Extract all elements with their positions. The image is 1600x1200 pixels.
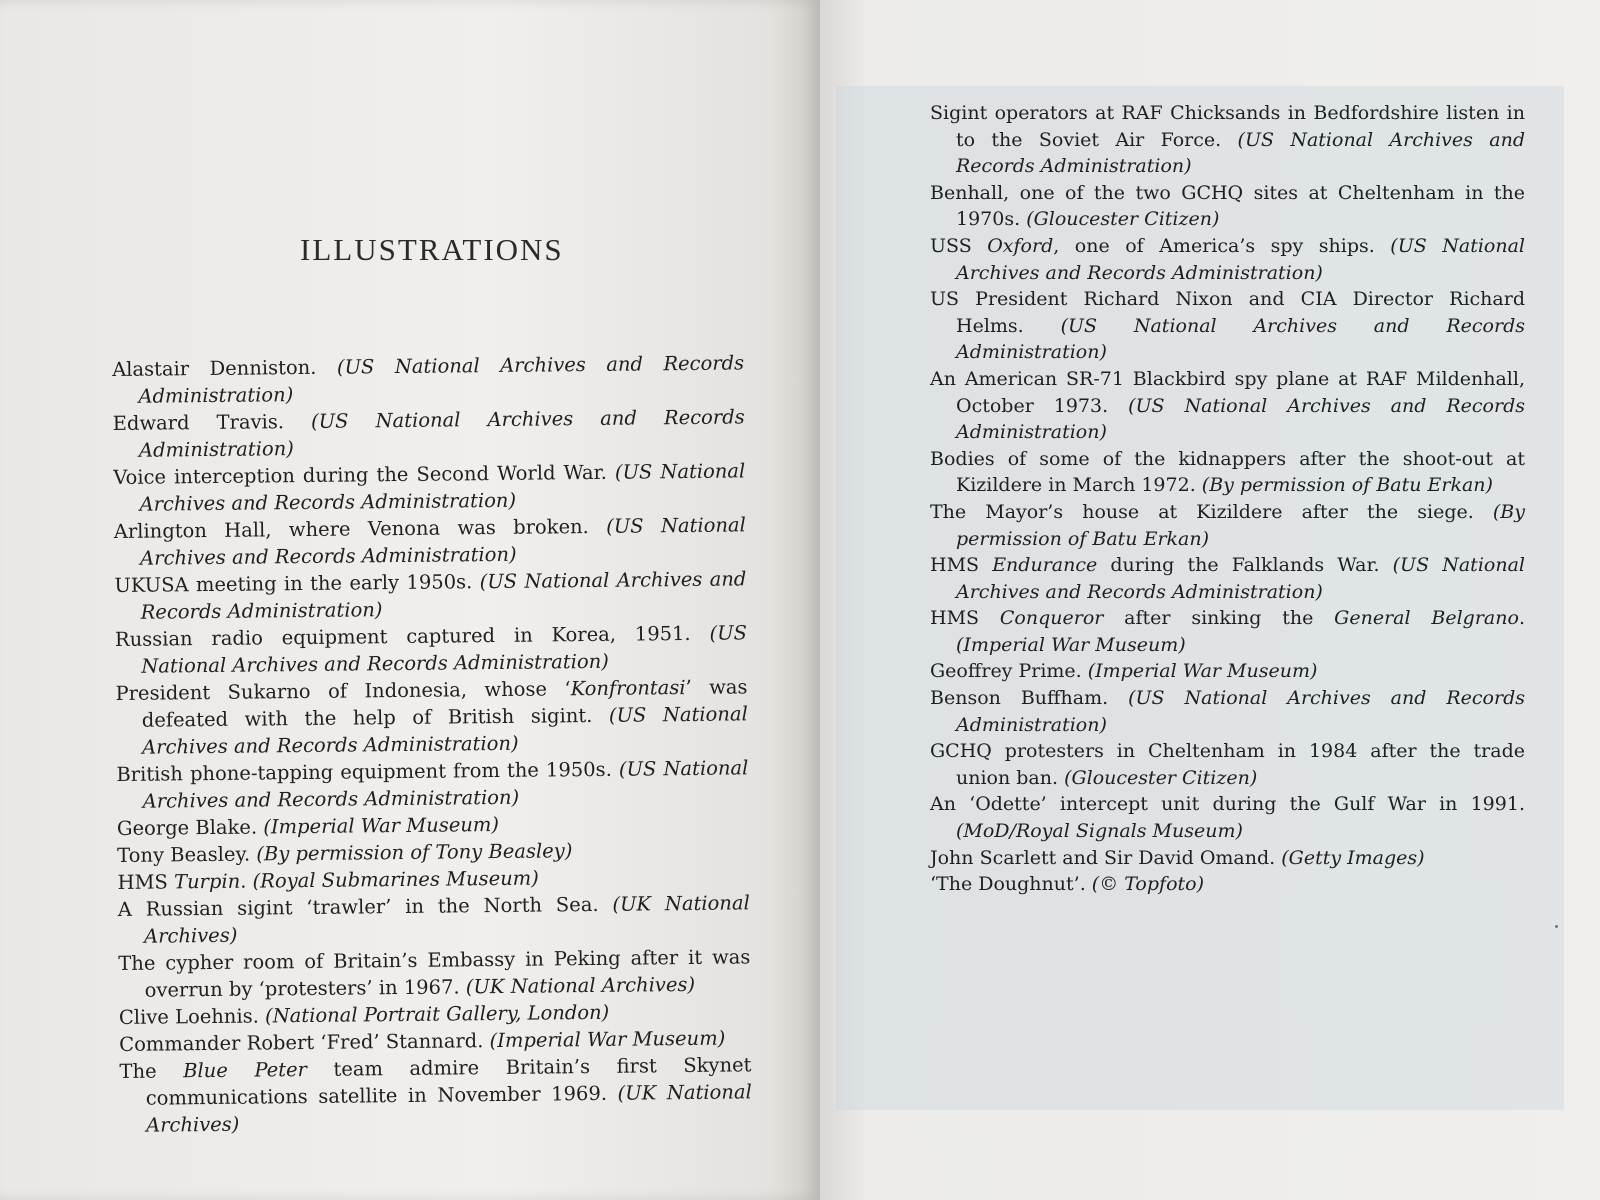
credit-text: (By permission of Batu Erkan) bbox=[956, 500, 1525, 550]
caption-text: Geoffrey Prime. bbox=[930, 660, 1088, 683]
caption-text: Benson Buffham. bbox=[930, 687, 1129, 710]
caption-text: US President Richard Nixon and CIA Director Richard Helms. bbox=[930, 288, 1525, 337]
credit-text: (Gloucester Citizen) bbox=[1064, 766, 1258, 789]
list-item bbox=[114, 511, 747, 572]
credit-text: (US National Archives and Records Administration) bbox=[956, 554, 1525, 603]
list-item bbox=[930, 499, 1525, 552]
caption-text: A Russian sigint ‘trawler’ in the North Sea. bbox=[117, 892, 613, 921]
caption-text: ‘The Doughnut’. bbox=[930, 873, 1092, 896]
credit-text: (US National Archives and Records Administration) bbox=[956, 687, 1525, 736]
caption-text: HMS bbox=[930, 607, 1000, 630]
illustrations-list-left bbox=[112, 349, 752, 1139]
credit-text: (US National Archives and Records Administration) bbox=[138, 351, 745, 408]
list-item bbox=[930, 871, 1525, 898]
credit-text: (Imperial War Museum) bbox=[1087, 660, 1318, 683]
caption-text: Edward Travis. bbox=[112, 409, 312, 435]
caption-text: Voice interception during the Second World War. bbox=[113, 460, 616, 489]
list-item bbox=[113, 403, 746, 464]
caption-text: The bbox=[119, 1059, 184, 1083]
caption-text: The cypher room of Britain’s Embassy in Peking after it was overrun by ‘protesters’ in 1967. bbox=[118, 945, 751, 1002]
credit-text: (UK National Archives) bbox=[145, 1080, 752, 1137]
list-item bbox=[113, 457, 746, 518]
credit-text: (US National Archives and Records Administration) bbox=[956, 314, 1525, 364]
list-item bbox=[930, 366, 1525, 446]
italic-title: Oxford bbox=[987, 234, 1054, 257]
italic-title: Konfrontasi bbox=[570, 676, 686, 701]
list-item bbox=[930, 605, 1525, 658]
list-item bbox=[930, 738, 1525, 791]
speck bbox=[1555, 925, 1558, 928]
caption-text: George Blake. bbox=[116, 815, 264, 840]
credit-text: (National Portrait Gallery, London) bbox=[264, 1000, 610, 1028]
caption-text: USS bbox=[930, 234, 988, 257]
list-item bbox=[930, 446, 1525, 499]
credit-text: (US National Archives and Records Administration) bbox=[142, 756, 749, 813]
caption-text: Commander Robert ‘Fred’ Stannard. bbox=[119, 1029, 490, 1056]
credit-text: (US National Archives and Records Administration) bbox=[141, 702, 748, 759]
list-item bbox=[930, 552, 1525, 605]
credit-text: (By permission of Tony Beasley) bbox=[256, 839, 573, 866]
caption-text: HMS bbox=[117, 870, 175, 894]
illustrations-list-right bbox=[930, 100, 1525, 898]
list-item bbox=[930, 685, 1525, 738]
caption-text: Benhall, one of the two GCHQ sites at Cheltenham in the 1970s. bbox=[930, 181, 1525, 231]
italic-title: Conqueror bbox=[999, 607, 1104, 630]
credit-text: (UK National Archives) bbox=[465, 972, 696, 999]
caption-text: , one of America’s spy ships. bbox=[1053, 234, 1391, 257]
credit-text: (US National Archives and Records Administration) bbox=[956, 394, 1525, 444]
italic-title: Turpin bbox=[173, 869, 241, 894]
credit-text: (US National Archives and Records Administration) bbox=[138, 405, 745, 462]
credit-text: (US National Archives and Records Administration) bbox=[141, 621, 748, 678]
list-item bbox=[118, 943, 751, 1004]
caption-text: An American SR-71 Blackbird spy plane at RAF Mildenhall, October 1973. bbox=[930, 367, 1525, 417]
credit-text: (US National Archives and Records Administration) bbox=[139, 459, 746, 516]
page-title: ILLUSTRATIONS bbox=[300, 232, 564, 267]
list-item bbox=[930, 233, 1525, 286]
list-item bbox=[930, 100, 1525, 180]
caption-text: Sigint operators at RAF Chicksands in Bedfordshire listen in to the Soviet Air Force. bbox=[930, 102, 1525, 151]
caption-text: An ‘Odette’ intercept unit during the Gulf War in 1991. bbox=[930, 793, 1525, 816]
credit-text: (US National Archives and Records Administration) bbox=[956, 128, 1525, 178]
caption-text: GCHQ protesters in Cheltenham in 1984 after the trade union ban. bbox=[930, 740, 1525, 789]
list-item bbox=[115, 619, 748, 680]
caption-text: President Sukarno of Indonesia, whose ‘ bbox=[115, 677, 571, 705]
caption-text: after sinking the bbox=[1103, 607, 1335, 630]
italic-title: General Belgrano bbox=[1334, 607, 1519, 630]
list-item bbox=[930, 845, 1525, 872]
caption-text: Russian radio equipment captured in Korea, 1951. bbox=[114, 621, 710, 651]
caption-text: team admire Britain’s first Skynet communications satellite in November 1969. bbox=[145, 1053, 752, 1110]
list-item bbox=[930, 180, 1525, 233]
credit-text: (MoD/Royal Signals Museum) bbox=[956, 820, 1243, 843]
credit-text: (US National Archives and Records Administration) bbox=[956, 234, 1525, 284]
credit-text: (Royal Submarines Museum) bbox=[252, 866, 539, 893]
list-item bbox=[114, 565, 747, 626]
credit-text: (© Topfoto) bbox=[1091, 873, 1204, 896]
list-item bbox=[115, 673, 748, 761]
credit-text: (By permission of Batu Erkan) bbox=[1201, 474, 1493, 497]
caption-text: . bbox=[240, 869, 253, 893]
list-item bbox=[930, 658, 1525, 685]
credit-text: (Imperial War Museum) bbox=[956, 633, 1186, 656]
credit-text: (UK National Archives) bbox=[143, 891, 750, 948]
list-item bbox=[112, 349, 745, 410]
caption-text: The Mayor’s house at Kizildere after the siege. bbox=[930, 500, 1493, 523]
list-item bbox=[116, 754, 749, 815]
caption-text: Alastair Denniston. bbox=[112, 355, 338, 381]
caption-text: Clive Loehnis. bbox=[118, 1004, 266, 1029]
caption-text: John Scarlett and Sir David Omand. bbox=[930, 846, 1282, 869]
caption-text: . bbox=[1518, 607, 1525, 630]
list-item bbox=[930, 791, 1525, 844]
italic-title: Endurance bbox=[992, 554, 1098, 577]
caption-text: ’ was defeated with the help of British sigint. bbox=[141, 675, 748, 732]
caption-text: Tony Beasley. bbox=[117, 842, 257, 867]
list-item bbox=[118, 889, 751, 950]
caption-text: HMS bbox=[930, 554, 993, 577]
italic-title: Blue Peter bbox=[183, 1057, 307, 1083]
credit-text: (Getty Images) bbox=[1281, 846, 1425, 869]
caption-text: Bodies of some of the kidnappers after the shoot-out at Kizildere in March 1972. bbox=[930, 447, 1525, 497]
credit-text: (Gloucester Citizen) bbox=[1026, 208, 1220, 231]
caption-text: during the Falklands War. bbox=[1097, 554, 1393, 577]
credit-text: (US National Archives and Records Administration) bbox=[140, 567, 747, 624]
credit-text: (US National Archives and Records Administration) bbox=[139, 513, 746, 570]
caption-text: UKUSA meeting in the early 1950s. bbox=[114, 570, 480, 597]
credit-text: (Imperial War Museum) bbox=[489, 1026, 726, 1053]
credit-text: (Imperial War Museum) bbox=[263, 812, 500, 839]
caption-text: Arlington Hall, where Venona was broken. bbox=[113, 514, 607, 543]
caption-text: British phone-tapping equipment from the 1950s. bbox=[116, 757, 620, 786]
list-item bbox=[119, 1051, 752, 1139]
list-item bbox=[930, 286, 1525, 366]
